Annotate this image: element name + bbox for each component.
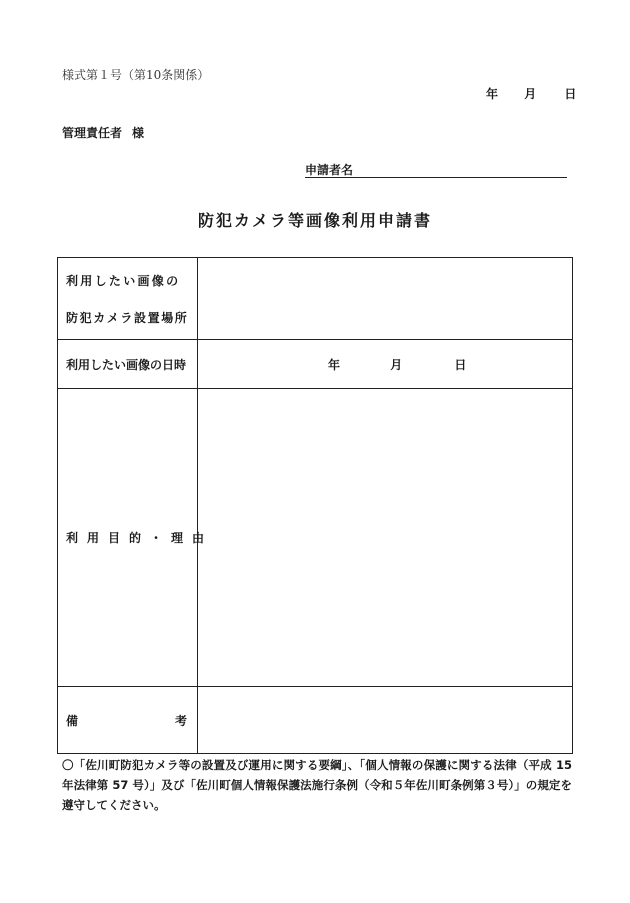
remarks-input-cell[interactable] xyxy=(198,687,573,754)
page-title: 防犯カメラ等画像利用申請書 xyxy=(197,211,432,230)
location-label-line1: 利用したい画像の xyxy=(66,273,181,288)
purpose-label: 利用目的・理由 xyxy=(66,531,214,545)
datetime-label: 利用したい画像の日時 xyxy=(66,357,187,372)
application-form-table xyxy=(57,257,573,754)
purpose-input-cell[interactable] xyxy=(198,389,573,687)
form-number: 様式第１号（第10条関係） xyxy=(62,68,210,82)
datetime-year-label: 年 xyxy=(328,357,341,372)
applicant-name-label: 申請者名 xyxy=(305,163,354,177)
datetime-month-label: 月 xyxy=(390,357,403,372)
date-day-label: 日 xyxy=(564,87,577,101)
remarks-label-cell xyxy=(58,687,198,754)
remarks-row xyxy=(58,687,573,754)
location-label-cell xyxy=(58,258,198,340)
location-input-cell[interactable] xyxy=(198,258,573,340)
datetime-row xyxy=(58,340,573,389)
purpose-label-cell xyxy=(58,389,214,687)
location-label-line2: 防犯カメラ設置場所 xyxy=(66,310,189,325)
datetime-day-label: 日 xyxy=(454,357,467,372)
datetime-input-cell[interactable] xyxy=(198,340,573,389)
purpose-row xyxy=(58,389,573,687)
date-year-label: 年 xyxy=(486,87,499,101)
compliance-notice: 〇「佐川町防犯カメラ等の設置及び運用に関する要綱」、「個人情報の保護に関する法律（平成 15 年法律第 57 号）」及び「佐川町個人情報保護法施行条例（令和５年佐川町条例第３号）」の規定を遵守してください。 xyxy=(62,758,572,812)
addressee xyxy=(62,124,144,141)
datetime-label-cell xyxy=(58,340,198,389)
submission-date[interactable] xyxy=(486,85,576,102)
location-row xyxy=(58,258,573,340)
remarks-label-left: 備 xyxy=(66,713,79,728)
addressee-honorific: 様 xyxy=(132,126,145,140)
applicant-name-field[interactable] xyxy=(305,163,567,178)
remarks-label-right: 考 xyxy=(174,713,187,728)
addressee-name: 管理責任者 xyxy=(62,126,123,140)
date-month-label: 月 xyxy=(524,87,537,101)
